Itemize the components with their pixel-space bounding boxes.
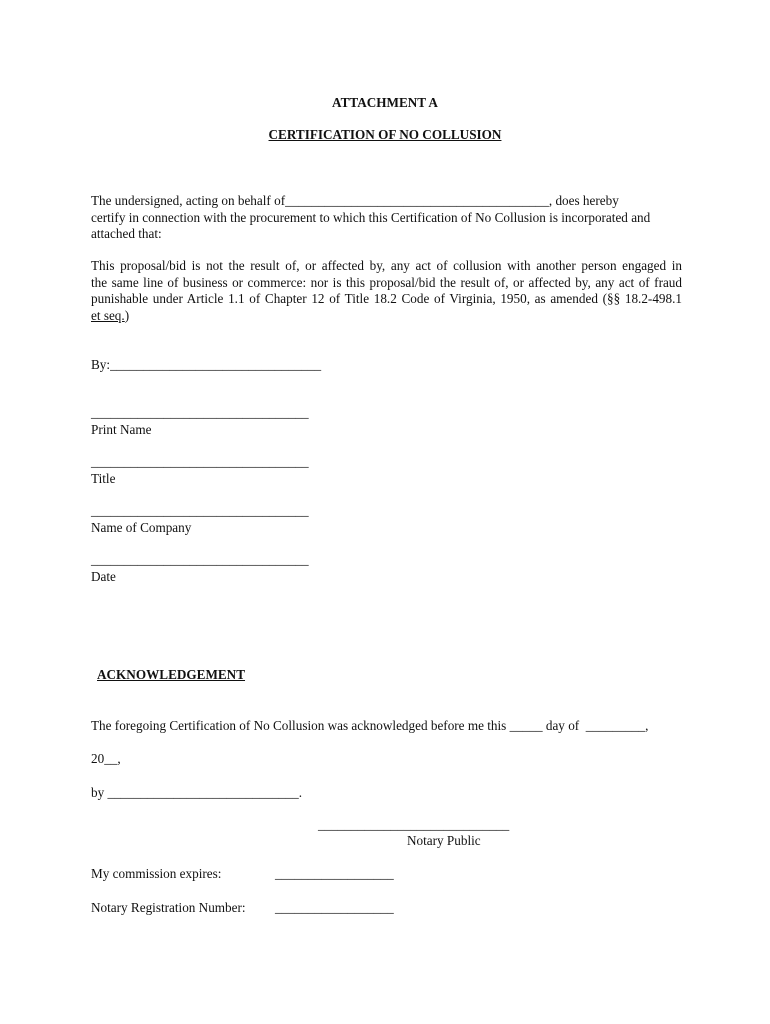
et-seq: et seq. (91, 307, 125, 323)
by-label: By: (91, 357, 111, 372)
company-label: Name of Company (91, 520, 192, 535)
by-signature-blank[interactable]: ________________________________ (110, 357, 322, 372)
print-name-label: Print Name (91, 422, 152, 437)
ack-comma: , (645, 718, 649, 733)
title-blank[interactable]: _________________________________ (91, 454, 309, 469)
ack-prefix: The foregoing Certification of No Collusion was acknowledged before me this (91, 718, 507, 733)
statement-line-1: This proposal/bid is not the result of, or affected by, any act of collusion with another person engaged in (91, 258, 682, 273)
day-of-label: day of (545, 718, 580, 733)
title-label: Title (91, 471, 116, 486)
registration-blank[interactable]: __________________ (275, 900, 394, 915)
notary-public-label: Notary Public (407, 833, 481, 848)
day-blank[interactable]: _____ (509, 718, 543, 733)
commission-blank[interactable]: __________________ (275, 866, 394, 881)
year-field[interactable]: 20__, (91, 751, 121, 766)
statement-line-2: the same line of business or commerce: nor is this proposal/bid the result of, or affected by, any act of fraud (91, 274, 682, 290)
print-name-blank[interactable]: _________________________________ (91, 405, 309, 420)
company-blank[interactable]: _________________________________ (91, 503, 309, 518)
intro-line-1-text (91, 193, 619, 210)
attachment-heading: ATTACHMENT A (332, 95, 438, 110)
by-ack-blank[interactable]: _____________________________ (107, 785, 299, 800)
intro-line-2: certify in connection with the procurement to which this Certification of No Collusion is incorporated and (91, 209, 651, 225)
statement-paragraph (91, 258, 682, 324)
intro-line-3: attached that: (91, 226, 162, 241)
by-signature-line (91, 357, 321, 373)
notary-signature-blank[interactable]: _____________________________ (318, 817, 510, 832)
intro-line-1 (91, 193, 682, 210)
intro-prefix: The undersigned, acting on behalf of (91, 193, 286, 208)
statement-close: ) (124, 307, 130, 323)
intro-suffix: , does hereby (548, 193, 619, 208)
statement-line-3: punishable under Article 1.1 of Chapter 12 of Title 18.2 Code of Virginia, 1950, as amended (§§ 18.2-498.1 (91, 291, 682, 306)
registration-label: Notary Registration Number: (91, 900, 246, 915)
by-acknowledged-line (91, 785, 302, 801)
on-behalf-of-blank[interactable]: ________________________________________ (285, 193, 549, 208)
date-label: Date (91, 569, 116, 584)
page-title: CERTIFICATION OF NO COLLUSION (268, 127, 502, 142)
by-ack-period: . (298, 785, 302, 800)
acknowledgement-heading: ACKNOWLEDGEMENT (97, 667, 246, 682)
commission-label: My commission expires: (91, 866, 222, 881)
statement-line-4 (91, 308, 682, 325)
acknowledgement-line (91, 718, 648, 734)
intro-paragraph (91, 193, 682, 243)
month-blank[interactable]: _________ (585, 718, 646, 733)
date-blank[interactable]: _________________________________ (91, 552, 309, 567)
by-ack-label: by (91, 785, 105, 800)
